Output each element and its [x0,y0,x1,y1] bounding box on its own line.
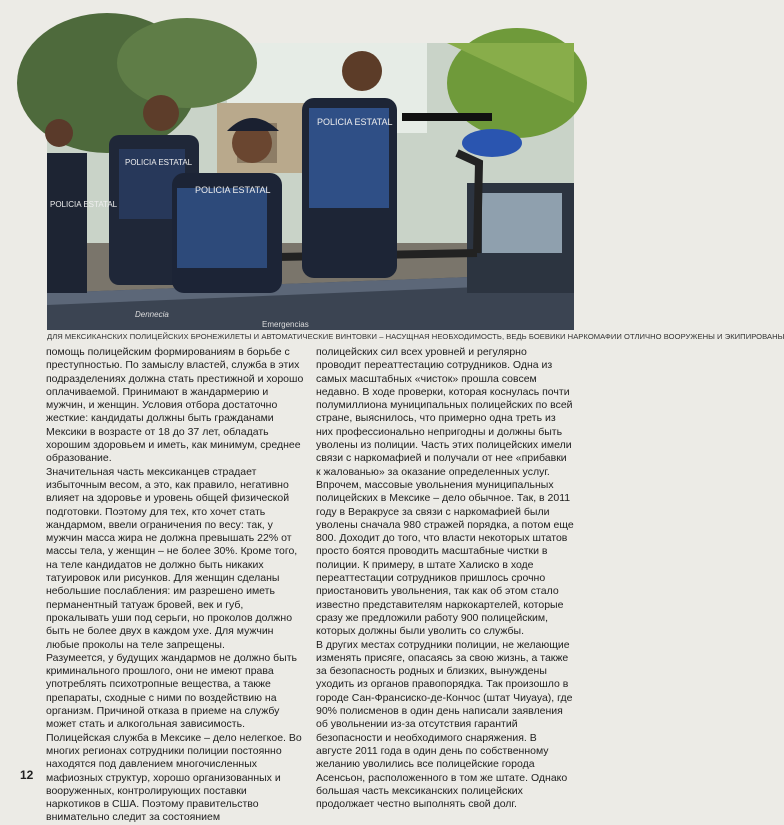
paragraph: Впрочем, массовые увольнения муниципальных полицейских в Мексике – дело обычное. Так, в 2011 году в Веракрусе за связи с наркомафией были уволены сначала 980 стражей порядка, а потом еще 800. Доходит до того, что власти некоторых штатов просто боятся проводить масштабные чистки в полиции. К примеру, в штате Халиско в ходе переаттестации сотрудников пришлось срочно приостановить увольнения, так как об этом стало известно представителям наркокартелей, которые сразу же предложили работу 900 полицейским, которых должны были уволить со службы. [316,478,574,638]
vest-text-4: POLICIA ESTATAL [317,117,393,127]
page-number: 12 [20,768,34,782]
paragraph: полицейских сил всех уровней и регулярно проводит переаттестацию сотрудников. Одна из самых масштабных «чисток» прошла совсем недавно. В ходе проверки, которая коснулась почти полумиллиона муниципальных полицейских по всей стране, выяснилось, что примерно одна треть из них профессионально непригодны и должны быть уволены из полиции. Часть этих полицейских имели связи с наркомафией и получали от нее «прибавки к жалованью» за оказание определенных услуг. [316,346,573,478]
police-photo [47,43,574,330]
paragraph: Разумеется, у будущих жандармов не должно быть криминального прошлого, они не имеют права употреблять психотропные вещества, а также препараты, сходные с ними по воздействию на организм. Причиной отказа в приеме на службу может стать и алкогольная зависимость. [46,651,297,731]
vest-text-3: POLICIA ESTATAL [195,185,271,195]
paragraph: Значительная часть мексиканцев страдает избыточным весом, а это, как правило, негативно влияет на здоровье и уровень общей физической подготовки. Поэтому для тех, кто хочет стать жандармом, ввели ограничения по весу: так, у мужчин масса жира не должна превышать 22% от массы тела, у женщин – не более 30%. Кроме того, на теле кандидатов не должно быть никаких татуировок или рисунков. Для женщин сделаны небольшие послабления: им разрешено иметь перманентный татуаж бровей, век и губ, прокалывать уши под серьги, но проколов должно быть не более двух в каждом ухе. Для мужчин любые проколы на теле запрещены. [46,465,298,651]
photo-caption: ДЛЯ МЕКСИКАНСКИХ ПОЛИЦЕЙСКИХ БРОНЕЖИЛЕТЫ И АВТОМАТИЧЕСКИЕ ВИНТОВКИ – НАСУЩНАЯ НЕОБХОДИМОСТЬ, ВЕДЬ БОЕВИКИ НАРКОМАФИИ ОТЛИЧНО ВООРУЖЕНЫ И ЭКИПИРОВАНЫ [47,332,784,341]
paragraph: помощь полицейским формированиям в борьбе с преступностью. По замыслу властей, служба в этих подразделениях должна стать престижной и хорошо оплачиваемой. Принимают в жандармерию и мужчин, и женщин. Условия отбора достаточно жесткие: кандидаты должны быть гражданами Мексики в возрасте от 18 до 37 лет, обладать хорошим здоровьем и иметь, как минимум, среднее образование. [46,346,304,465]
truck-text-1: Dennecia [135,310,169,319]
paragraph: Полицейская служба в Мексике – дело нелегкое. Во многих регионах сотрудники полиции постоянно находятся под давлением многочисленных мафиозных структур, хорошо организованных и вооруженных, контролирующих поставки наркотиков в США. Поэтому правительство внимательно следит за состоянием [46,731,302,824]
vest-text-1: POLICIA ESTATAL [50,200,118,209]
truck-text-2: Emergencias [262,320,309,329]
right-column [316,346,574,811]
paragraph: В других местах сотрудники полиции, не желающие изменять присяге, опасаясь за свою жизнь, а также за безопасность родных и близких, вынуждены уходить из органов правопорядка. Так произошло в городе Сан-Франсиско-де-Кончос (штат Чиуауа), где 90% полисменов в один день написали заявления об увольнении из-за отсутствия гарантий безопасности и необходимого снаряжения. В августе 2011 года в один день по собственному желанию уволились все полицейские города Асенсьон, расположенного в том же штате. Однако большая часть мексиканских полицейских продолжает честно выполнять свой долг. [316,638,573,811]
left-column [46,346,304,825]
vest-text-2: POLICIA ESTATAL [125,158,193,167]
